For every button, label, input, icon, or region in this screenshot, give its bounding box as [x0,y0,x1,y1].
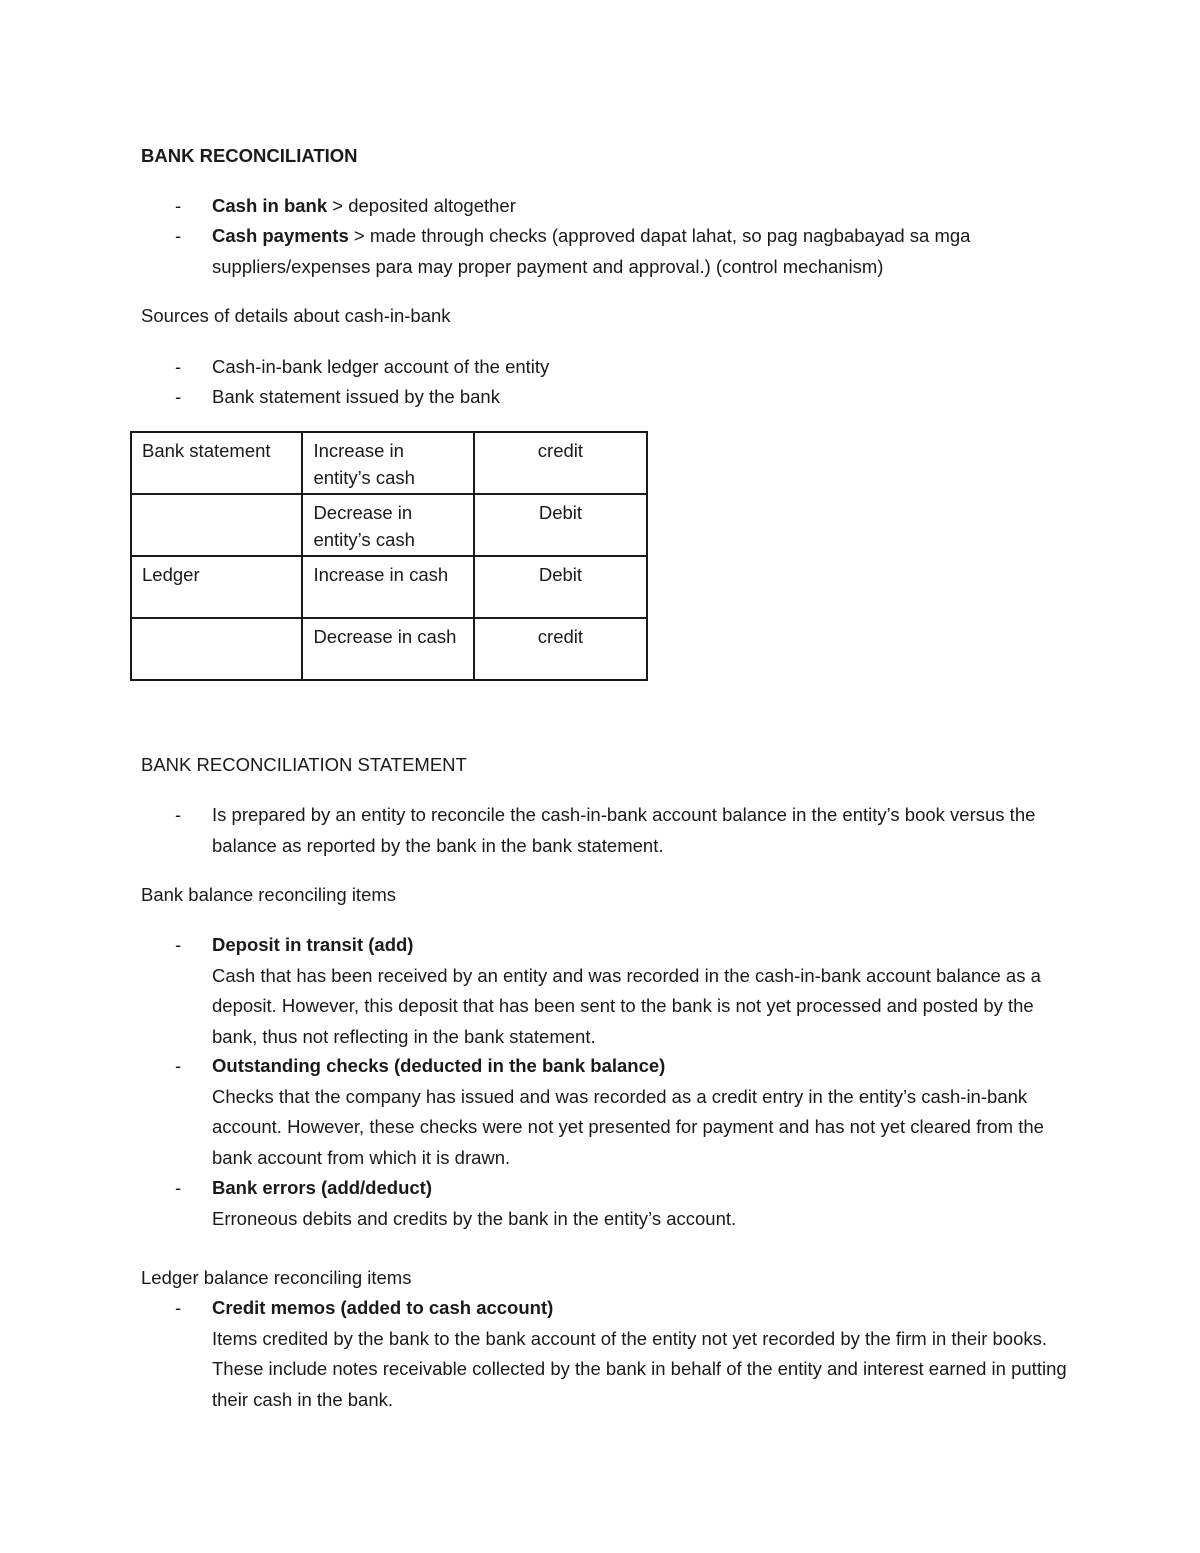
item-text: Cash that has been received by an entity and was recorded in the cash-in-bank account balance as a deposit. However, this deposit that has been sent to the bank is not yet processed and posted by the bank, thus not reflecting in the bank statement. [212,964,1041,1047]
table-row [131,432,647,494]
table-cell: Increase in entity’s cash [302,432,473,494]
list-item [212,1173,1072,1234]
section-heading: Ledger balance reconciling items [141,1267,412,1288]
item-term: Deposit in transit (add) [212,934,414,955]
list-item: Cash-in-bank ledger account of the entity [212,356,550,377]
item-term: Cash payments [212,225,349,246]
item-term: Bank errors (add/deduct) [212,1177,432,1198]
section-heading: Sources of details about cash-in-bank [141,305,451,326]
bullet: - [175,934,182,955]
page-title: BANK RECONCILIATION [141,145,358,166]
item-text: > deposited altogether [327,195,516,216]
table-cell: Debit [474,494,647,556]
bullet: - [175,195,182,216]
table-cell: Decrease in cash [302,618,473,680]
table-cell [131,494,302,556]
item-text: Items credited by the bank to the bank account of the entity not yet recorded by the firm in their books. These include notes receivable collected by the bank in behalf of the entity and interest earned in putting their cash in the bank. [212,1327,1067,1410]
item-term: Outstanding checks (deducted in the bank balance) [212,1055,666,1076]
table-cell: Decrease in entity’s cash [302,494,473,556]
table-cell: credit [474,432,647,494]
section-heading: Bank balance reconciling items [141,884,397,905]
bullet: - [175,356,182,377]
item-term: Credit memos (added to cash account) [212,1297,554,1318]
list-item: Bank statement issued by the bank [212,386,500,407]
list-item [212,191,1072,222]
debit-credit-table [130,431,648,681]
bullet: - [175,1297,182,1318]
list-item [212,1051,1072,1173]
table-cell: Bank statement [131,432,302,494]
item-term: Cash in bank [212,195,328,216]
item-text: Checks that the company has issued and was recorded as a credit entry in the entity’s cash-in-bank account. However, these checks were not yet presented for payment and has not yet cleared from the bank account from which it is drawn. [212,1085,1044,1168]
table-cell: credit [474,618,647,680]
table-cell: Increase in cash [302,556,473,618]
list-item [212,221,1072,282]
list-item [212,1293,1072,1415]
bullet: - [175,1055,182,1076]
table-cell: Ledger [131,556,302,618]
bullet: - [175,1177,182,1198]
bullet: - [175,386,182,407]
table-row [131,618,647,680]
bullet: - [175,804,182,825]
table-row [131,494,647,556]
table-cell: Debit [474,556,647,618]
item-text: > made through checks (approved dapat lahat, so pag nagbabayad sa mga suppliers/expenses para may proper payment and approval.) (control mechanism) [212,225,971,277]
section-heading: BANK RECONCILIATION STATEMENT [141,754,467,775]
item-text: Erroneous debits and credits by the bank in the entity’s account. [212,1207,737,1229]
bullet: - [175,225,182,246]
list-item: Is prepared by an entity to reconcile the cash-in-bank account balance in the entity’s book versus the balance as reported by the bank in the bank statement. [212,804,1036,856]
list-item [212,930,1072,1052]
table-row [131,556,647,618]
table-cell [131,618,302,680]
